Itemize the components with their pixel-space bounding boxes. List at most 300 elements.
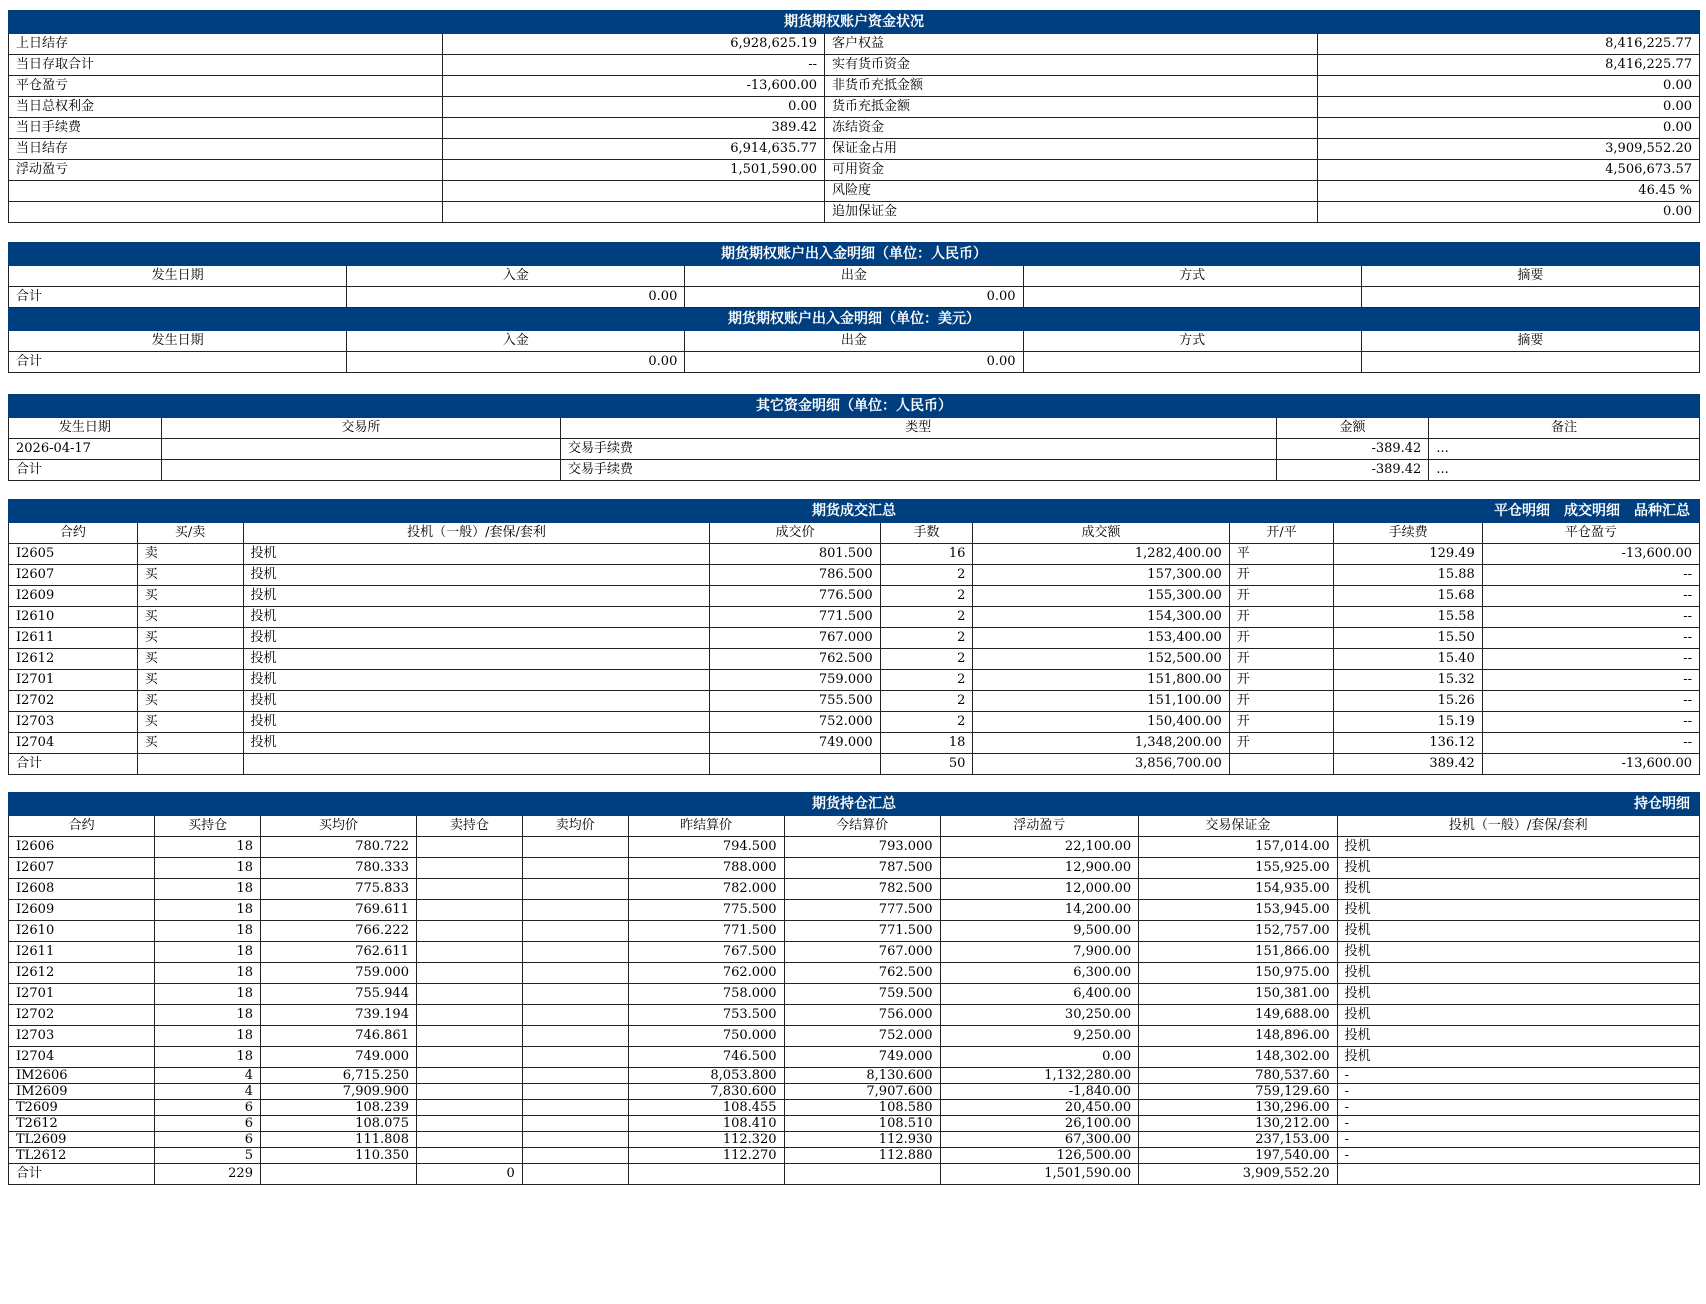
summary-cell: 当日结存 [9,139,443,160]
trade-cell: 15.50 [1334,628,1482,649]
position-cell: - [1337,1068,1699,1084]
position-cell: I2612 [9,963,155,984]
other-funds-title: 其它资金明细（单位：人民币） [9,395,1700,418]
trade-cell: I2609 [9,586,138,607]
position-cell [522,921,628,942]
summary-row [9,76,1700,97]
trade-cell: I2610 [9,607,138,628]
summary-row [9,118,1700,139]
position-cell [522,942,628,963]
summary-cell: 389.42 [443,118,825,139]
position-cell: 18 [155,921,261,942]
account-summary-title: 期货期权账户资金状况 [9,11,1700,34]
trade-cell: 767.000 [710,628,880,649]
position-cell: 4 [155,1068,261,1084]
summary-cell: 客户权益 [825,34,1318,55]
position-cell: 787.500 [784,858,940,879]
position-cell: 18 [155,963,261,984]
position-cell [522,1132,628,1148]
trade-cell: 开 [1229,628,1334,649]
trade-cell: 153,400.00 [973,628,1229,649]
trade-row [9,670,1700,691]
position-cell: 108.075 [260,1116,416,1132]
summary-cell: 1,501,590.00 [443,160,825,181]
position-cell [416,837,522,858]
summary-cell [443,181,825,202]
positions-total-cell [628,1164,784,1185]
position-cell [416,1148,522,1164]
position-cell: 771.500 [784,921,940,942]
positions-link[interactable]: 持仓明细 [1634,796,1690,812]
summary-cell: 冻结资金 [825,118,1318,139]
position-cell: 18 [155,879,261,900]
position-cell: 112.930 [784,1132,940,1148]
deposit-rmb-total-cell: 合计 [9,287,347,308]
position-cell: 8,130.600 [784,1068,940,1084]
other-funds-cell [161,439,560,460]
deposit-usd-column-header: 出金 [685,331,1023,352]
trade-cell: 2 [880,628,973,649]
trades-total-cell [1229,754,1334,775]
position-cell: 4 [155,1084,261,1100]
position-cell: 775.500 [628,900,784,921]
other-funds-cell: ... [1429,439,1700,460]
position-cell: 投机 [1337,921,1699,942]
position-cell: I2608 [9,879,155,900]
trades-link[interactable]: 成交明细 [1564,503,1620,519]
trade-cell: 投机 [243,670,710,691]
trades-total-cell: 389.42 [1334,754,1482,775]
position-cell: 投机 [1337,879,1699,900]
deposit-usd-total-cell [1361,352,1699,373]
trade-cell: 150,400.00 [973,712,1229,733]
summary-cell: 6,928,625.19 [443,34,825,55]
trade-cell: 155,300.00 [973,586,1229,607]
position-cell: 766.222 [260,921,416,942]
position-cell [416,942,522,963]
trade-cell: 开 [1229,565,1334,586]
position-cell: 150,975.00 [1139,963,1338,984]
positions-links [1620,793,1690,815]
deposit-usd-column-header: 发生日期 [9,331,347,352]
position-cell: 739.194 [260,1005,416,1026]
summary-cell: 8,416,225.77 [1318,55,1700,76]
position-cell: I2611 [9,942,155,963]
trade-cell: 152,500.00 [973,649,1229,670]
position-cell: 18 [155,1026,261,1047]
trade-cell: I2612 [9,649,138,670]
position-cell [416,1100,522,1116]
position-cell: 151,866.00 [1139,942,1338,963]
summary-cell: 0.00 [1318,202,1700,223]
position-cell: 12,000.00 [940,879,1139,900]
trades-table [8,499,1700,775]
trades-column-header: 平仓盈亏 [1482,523,1699,544]
positions-column-header: 今结算价 [784,816,940,837]
trade-cell: 15.40 [1334,649,1482,670]
trade-cell: 开 [1229,649,1334,670]
position-cell: - [1337,1100,1699,1116]
position-cell [416,1084,522,1100]
positions-total-cell [260,1164,416,1185]
position-cell: 152,757.00 [1139,921,1338,942]
summary-cell: 0.00 [1318,97,1700,118]
deposit-rmb-total-row [9,287,1700,308]
position-cell: 130,296.00 [1139,1100,1338,1116]
deposit-usd-total-cell: 合计 [9,352,347,373]
positions-column-header: 浮动盈亏 [940,816,1139,837]
positions-total-cell [1337,1164,1699,1185]
trade-cell: 15.26 [1334,691,1482,712]
position-row [9,942,1700,963]
position-cell: I2702 [9,1005,155,1026]
position-row [9,1005,1700,1026]
position-cell: 758.000 [628,984,784,1005]
position-cell [522,879,628,900]
position-cell: 749.000 [260,1047,416,1068]
position-cell: 投机 [1337,900,1699,921]
position-cell: 108.239 [260,1100,416,1116]
position-cell: 793.000 [784,837,940,858]
position-cell: 777.500 [784,900,940,921]
position-cell [416,1068,522,1084]
position-cell: T2612 [9,1116,155,1132]
positions-total-row [9,1164,1700,1185]
position-cell: I2606 [9,837,155,858]
other-funds-column-header: 交易所 [161,418,560,439]
trade-cell: 买 [137,586,243,607]
deposit-rmb-column-header: 出金 [685,266,1023,287]
other-funds-cell: -389.42 [1276,460,1429,481]
trade-cell: 卖 [137,544,243,565]
position-row [9,963,1700,984]
trade-cell: I2607 [9,565,138,586]
trades-column-header: 投机（一般）/套保/套利 [243,523,710,544]
position-cell: 6 [155,1100,261,1116]
other-funds-column-header: 备注 [1429,418,1700,439]
position-cell: 149,688.00 [1139,1005,1338,1026]
position-row [9,1026,1700,1047]
trade-cell: -- [1482,586,1699,607]
trade-cell: 801.500 [710,544,880,565]
position-cell: 237,153.00 [1139,1132,1338,1148]
position-cell: 154,935.00 [1139,879,1338,900]
trades-title: 期货成交汇总 [812,503,896,519]
trade-cell: -- [1482,691,1699,712]
position-cell: TL2609 [9,1132,155,1148]
position-cell: 752.000 [784,1026,940,1047]
trade-cell: 16 [880,544,973,565]
trade-cell: 2 [880,607,973,628]
trade-cell: 开 [1229,712,1334,733]
position-cell: 投机 [1337,837,1699,858]
position-cell: 7,830.600 [628,1084,784,1100]
position-cell: 746.861 [260,1026,416,1047]
position-cell [416,963,522,984]
trade-cell: 15.32 [1334,670,1482,691]
positions-column-header: 卖持仓 [416,816,522,837]
trades-total-cell: 50 [880,754,973,775]
summary-cell: 46.45 % [1318,181,1700,202]
trade-cell: 154,300.00 [973,607,1229,628]
position-row [9,1148,1700,1164]
position-cell [522,1026,628,1047]
position-row [9,1084,1700,1100]
position-row [9,900,1700,921]
trade-cell: 买 [137,628,243,649]
other-funds-cell: ... [1429,460,1700,481]
position-cell: 18 [155,942,261,963]
deposit-rmb-column-header: 摘要 [1361,266,1699,287]
position-cell: 26,100.00 [940,1116,1139,1132]
summary-cell: 实有货币资金 [825,55,1318,76]
positions-column-header: 投机（一般）/套保/套利 [1337,816,1699,837]
trade-cell: 买 [137,607,243,628]
trade-row [9,712,1700,733]
position-cell: 762.611 [260,942,416,963]
positions-total-cell [784,1164,940,1185]
summary-cell: 当日存取合计 [9,55,443,76]
position-cell: 30,250.00 [940,1005,1139,1026]
trade-cell: 投机 [243,607,710,628]
trade-cell: 1,282,400.00 [973,544,1229,565]
position-cell [522,900,628,921]
summary-cell: -- [443,55,825,76]
deposit-usd-total-cell: 0.00 [685,352,1023,373]
other-funds-row [9,460,1700,481]
summary-cell: 当日总权利金 [9,97,443,118]
position-cell: 110.350 [260,1148,416,1164]
trade-cell: 18 [880,733,973,754]
positions-title: 期货持仓汇总 [812,796,896,812]
position-row [9,1047,1700,1068]
position-cell: 1,132,280.00 [940,1068,1139,1084]
trade-cell: 15.68 [1334,586,1482,607]
positions-column-header: 买持仓 [155,816,261,837]
position-cell: 18 [155,900,261,921]
position-cell: 111.808 [260,1132,416,1148]
trades-links [1480,500,1690,522]
trade-cell: -- [1482,628,1699,649]
deposit-rmb-column-header: 发生日期 [9,266,347,287]
position-cell: 755.944 [260,984,416,1005]
position-cell: 759.000 [260,963,416,984]
position-cell: 782.500 [784,879,940,900]
deposit-rmb-total-cell: 0.00 [685,287,1023,308]
trade-cell: -- [1482,670,1699,691]
position-cell: 148,896.00 [1139,1026,1338,1047]
positions-total-cell [522,1164,628,1185]
position-cell: 7,907.600 [784,1084,940,1100]
trade-cell: I2702 [9,691,138,712]
trades-column-header: 开/平 [1229,523,1334,544]
positions-total-cell: 229 [155,1164,261,1185]
position-cell: 197,540.00 [1139,1148,1338,1164]
summary-cell [9,181,443,202]
position-cell: - [1337,1148,1699,1164]
summary-cell [443,202,825,223]
other-funds-header-row [9,418,1700,439]
position-cell: 112.320 [628,1132,784,1148]
position-cell: 投机 [1337,858,1699,879]
trades-total-cell: -13,600.00 [1482,754,1699,775]
trade-cell: I2605 [9,544,138,565]
summary-cell: -13,600.00 [443,76,825,97]
trade-row [9,649,1700,670]
trade-cell: 786.500 [710,565,880,586]
position-cell: 8,053.800 [628,1068,784,1084]
position-row [9,984,1700,1005]
trade-cell: 2 [880,712,973,733]
position-cell: 投机 [1337,1005,1699,1026]
other-funds-column-header: 发生日期 [9,418,162,439]
position-row [9,1116,1700,1132]
position-cell [416,1047,522,1068]
position-cell: 投机 [1337,1047,1699,1068]
summary-cell: 当日手续费 [9,118,443,139]
position-cell: 投机 [1337,984,1699,1005]
position-cell [522,858,628,879]
trade-cell: 157,300.00 [973,565,1229,586]
deposit-rmb-header-row [9,266,1700,287]
position-cell: 7,900.00 [940,942,1139,963]
positions-total-cell: 1,501,590.00 [940,1164,1139,1185]
positions-table [8,792,1700,1185]
position-cell [522,984,628,1005]
trade-cell: 759.000 [710,670,880,691]
position-cell: 投机 [1337,1026,1699,1047]
summary-cell: 非货币充抵金额 [825,76,1318,97]
trade-row [9,586,1700,607]
trades-total-cell: 3,856,700.00 [973,754,1229,775]
trades-total-row [9,754,1700,775]
position-cell: I2610 [9,921,155,942]
deposit-usd-column-header: 方式 [1023,331,1361,352]
position-cell: 782.000 [628,879,784,900]
trade-cell: 136.12 [1334,733,1482,754]
position-cell [522,1100,628,1116]
trade-row [9,607,1700,628]
trade-cell: 752.000 [710,712,880,733]
summary-cell: 3,909,552.20 [1318,139,1700,160]
position-cell: 67,300.00 [940,1132,1139,1148]
positions-total-cell: 合计 [9,1164,155,1185]
position-cell [416,1026,522,1047]
summary-row [9,139,1700,160]
summary-cell: 风险度 [825,181,1318,202]
position-cell: 6 [155,1132,261,1148]
trade-cell: 776.500 [710,586,880,607]
trades-link[interactable]: 品种汇总 [1634,503,1690,519]
summary-cell: 货币充抵金额 [825,97,1318,118]
deposit-usd-title: 期货期权账户出入金明细（单位：美元） [9,308,1700,331]
trade-cell: I2704 [9,733,138,754]
trade-cell: 762.500 [710,649,880,670]
trades-link[interactable]: 平仓明细 [1494,503,1550,519]
position-cell: 12,900.00 [940,858,1139,879]
trades-header-row [9,523,1700,544]
position-cell: 769.611 [260,900,416,921]
summary-cell [9,202,443,223]
trade-cell: 投机 [243,649,710,670]
trades-total-cell [243,754,710,775]
position-cell: 126,500.00 [940,1148,1139,1164]
trade-cell: 771.500 [710,607,880,628]
position-cell: I2704 [9,1047,155,1068]
position-cell: 762.000 [628,963,784,984]
other-funds-table [8,394,1700,481]
trade-row [9,691,1700,712]
position-cell [522,1047,628,1068]
deposit-usd-total-cell [1023,352,1361,373]
position-cell: 20,450.00 [940,1100,1139,1116]
position-row [9,1068,1700,1084]
position-cell: 112.880 [784,1148,940,1164]
position-cell: 18 [155,984,261,1005]
position-cell: - [1337,1084,1699,1100]
position-cell: 投机 [1337,942,1699,963]
position-cell: 18 [155,858,261,879]
trade-cell: 投机 [243,586,710,607]
trades-column-header: 手续费 [1334,523,1482,544]
position-cell: 756.000 [784,1005,940,1026]
summary-cell: 6,914,635.77 [443,139,825,160]
position-cell [522,1068,628,1084]
position-cell [416,1132,522,1148]
trade-cell: 2 [880,691,973,712]
positions-column-header: 合约 [9,816,155,837]
trade-row [9,565,1700,586]
trade-cell: 129.49 [1334,544,1482,565]
trade-cell: 买 [137,712,243,733]
summary-row [9,202,1700,223]
deposit-rmb-total-cell [1361,287,1699,308]
other-funds-cell: 交易手续费 [560,439,1276,460]
position-cell: 150,381.00 [1139,984,1338,1005]
deposit-usd-column-header: 入金 [347,331,685,352]
summary-row [9,34,1700,55]
trade-cell: 1,348,200.00 [973,733,1229,754]
position-cell: 7,909.900 [260,1084,416,1100]
position-cell [416,858,522,879]
summary-cell: 0.00 [1318,76,1700,97]
deposit-rmb-total-cell [1023,287,1361,308]
other-funds-cell: 合计 [9,460,162,481]
trade-cell: 2 [880,649,973,670]
summary-row [9,160,1700,181]
position-cell: I2701 [9,984,155,1005]
trade-cell: -- [1482,649,1699,670]
positions-column-header: 交易保证金 [1139,816,1338,837]
trade-cell: 买 [137,565,243,586]
position-row [9,858,1700,879]
trade-cell: -- [1482,733,1699,754]
position-cell: T2609 [9,1100,155,1116]
positions-header-row [9,816,1700,837]
position-row [9,1132,1700,1148]
other-funds-cell: 2026-04-17 [9,439,162,460]
summary-cell: 浮动盈亏 [9,160,443,181]
position-cell: 6,715.250 [260,1068,416,1084]
summary-cell: 8,416,225.77 [1318,34,1700,55]
trade-cell: 买 [137,649,243,670]
trade-cell: -- [1482,712,1699,733]
position-cell: 9,250.00 [940,1026,1139,1047]
position-row [9,1100,1700,1116]
trade-cell: 买 [137,691,243,712]
position-cell: I2609 [9,900,155,921]
trade-row [9,733,1700,754]
